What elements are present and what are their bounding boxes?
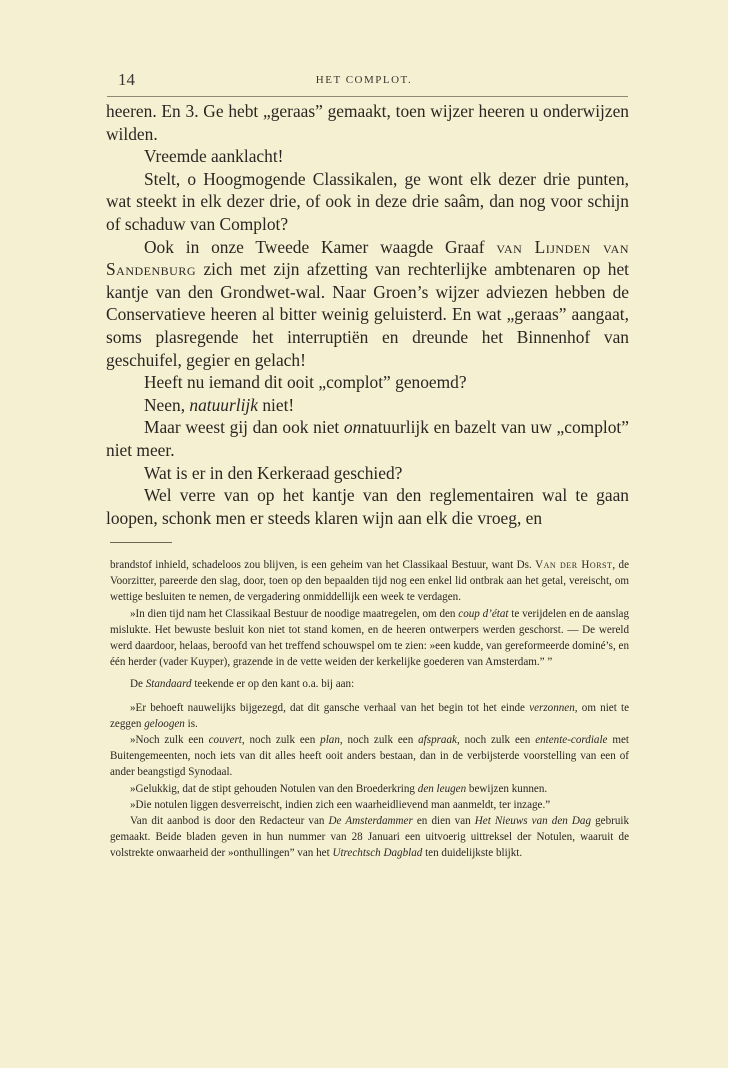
emphasis: on (343, 417, 362, 438)
running-title: HET COMPLOT. (315, 74, 413, 86)
text-run: »In dien tijd nam het Classikaal Bestuur de noodige maatregelen, om den (130, 607, 459, 620)
footnote-paragraph (110, 700, 629, 732)
emphasis: plan (320, 734, 340, 747)
footnote-paragraph (110, 606, 629, 671)
paragraph: Vreemde aanklacht! (144, 146, 284, 167)
footnote-paragraph: »Die notulen liggen desverreischt, indien zich een waarheidlievend man aanmeldt, ter inzage.” (130, 798, 551, 811)
text-run: zich met zijn afzetting van rechterlijke ambtenaren op het kantje van den Grondwet-wal. Naar Groen’s wijzer adviezen hebben de Conservatieve heeren al bitter weinig geluisterd. En wat „geraas” aangaat, soms plasregende het interruptiën en dreunde het Binnenhof van geschuifel, gegier en gelach! (106, 259, 629, 370)
text-run: te verijdelen en de aanslag mislukte. Het bewuste besluit kon niet tot stand komen, en de heeren ontwerpers werden geschorst. — De wereld werd daardoor, helaas, beroofd van het treffend schouwspel om te zien: »een kudde, van gereformeerde dominé’s, en één herder (vader Kuyper), grazende in de vette weiden der kerkelijke goederen van Amsterdam.” ” (110, 607, 629, 669)
header-rule (107, 96, 628, 97)
text-run: , om niet te zeggen (110, 701, 629, 730)
paragraph (106, 394, 629, 417)
text-run: »Gelukkig, dat de stipt gehouden Notulen van den Broederkring (130, 782, 418, 795)
text-run: , noch zulk een (456, 734, 536, 747)
text-run: gebruik gemaakt. Beide bladen geven in hun nummer van 28 Januari een uitvoerig uittreksel der Notulen, waaruit de volstrekte onwaarheid der »onthullingen” van het (110, 815, 629, 860)
emphasis: den leugen (417, 782, 467, 795)
footnote-block (110, 557, 629, 862)
publication-title: De Amsterdammer (328, 815, 413, 828)
emphasis: couvert (208, 734, 242, 747)
text-run: , de Voorzitter, pareerde den slag, door, toen op den bepaalden tijd nog een enkel lid ontbrak aan het getal, vereischt, om wettige besluiten te nemen, de vergadering onmiddellijk een week te verdagen. (110, 559, 629, 604)
footnote-paragraph (110, 732, 629, 781)
emphasis: geloogen (144, 717, 185, 730)
paragraph (106, 416, 629, 461)
text-run: De (130, 678, 146, 691)
text-run: Van dit aanbod is door den Redacteur van (130, 815, 329, 828)
text-run: is. (184, 717, 198, 730)
text-run: teekende er op den kant o.a. bij aan: (191, 678, 355, 691)
emphasis: afspraak (418, 734, 457, 747)
main-text (106, 100, 629, 529)
emphasis: natuurlijk (189, 394, 258, 415)
emphasis: verzonnen (529, 701, 575, 714)
page-number: 14 (118, 70, 135, 89)
text-run: , noch zulk een (339, 734, 419, 747)
paragraph (106, 236, 629, 372)
text-run: »Er behoeft nauwelijks bijgezegd, dat dit gansche verhaal van het begin tot het einde (130, 701, 530, 714)
text-run: Maar weest gij dan ook niet (144, 417, 344, 438)
footnote-paragraph (110, 813, 629, 862)
paragraph: Wel verre van op het kantje van den reglementairen wal te gaan loopen, schonk men er steeds klaren wijn aan elk die vroeg, en (106, 485, 629, 528)
text-run: »Noch zulk een (130, 734, 209, 747)
text-run: en dien van (412, 815, 475, 828)
text-run: met Buitengemeenten, noch iets van dit alles heeft ooit anders bestaan, dan in de verbijsterde voorstelling van een of ander beangstigd Synodaal. (110, 734, 629, 779)
text-run: Neen, (144, 394, 190, 415)
footnote-rule (110, 542, 172, 543)
paragraph: Stelt, o Hoogmogende Classikalen, ge wont elk dezer drie punten, wat steekt in elk dezer drie, of ook in deze drie saâm, dan nog voor schijn of schaduw van Complot? (106, 168, 629, 234)
footnote-paragraph (110, 676, 629, 692)
emphasis: coup d’état (458, 607, 509, 620)
footnote-paragraph (110, 781, 629, 797)
paragraph: Heeft nu iemand dit ooit „complot” genoemd? (144, 372, 467, 393)
person-name: Van der Horst (535, 559, 613, 571)
text-run: niet! (258, 394, 295, 415)
publication-title: Standaard (145, 678, 192, 691)
text-run: natuurlijk en bazelt van uw „complot” niet meer. (106, 417, 629, 460)
person-name: van Lijnden van Sandenburg (106, 236, 630, 280)
text-run: bewijzen kunnen. (466, 782, 548, 795)
text-run: Ook in onze Tweede Kamer waagde Graaf (144, 236, 497, 257)
paragraph-continued: heeren. En 3. Ge hebt „geraas” gemaakt, toen wijzer heeren u onderwijzen wilden. (106, 101, 629, 144)
text-run: , noch zulk een (241, 734, 321, 747)
text-run: ten duidelijkste blijkt. (422, 847, 523, 860)
paragraph: Wat is er in den Kerkeraad geschied? (144, 462, 403, 483)
footnote-paragraph (110, 557, 629, 606)
publication-title: Het Nieuws van den Dag (474, 815, 591, 828)
emphasis: entente-cordiale (535, 734, 608, 747)
publication-title: Utrechtsch Dagblad (332, 847, 423, 860)
page-edge (728, 0, 738, 1068)
text-run: brandstof inhield, schadeloos zou blijven, is een geheim van het Classikaal Bestuur, want Ds. (110, 559, 536, 571)
